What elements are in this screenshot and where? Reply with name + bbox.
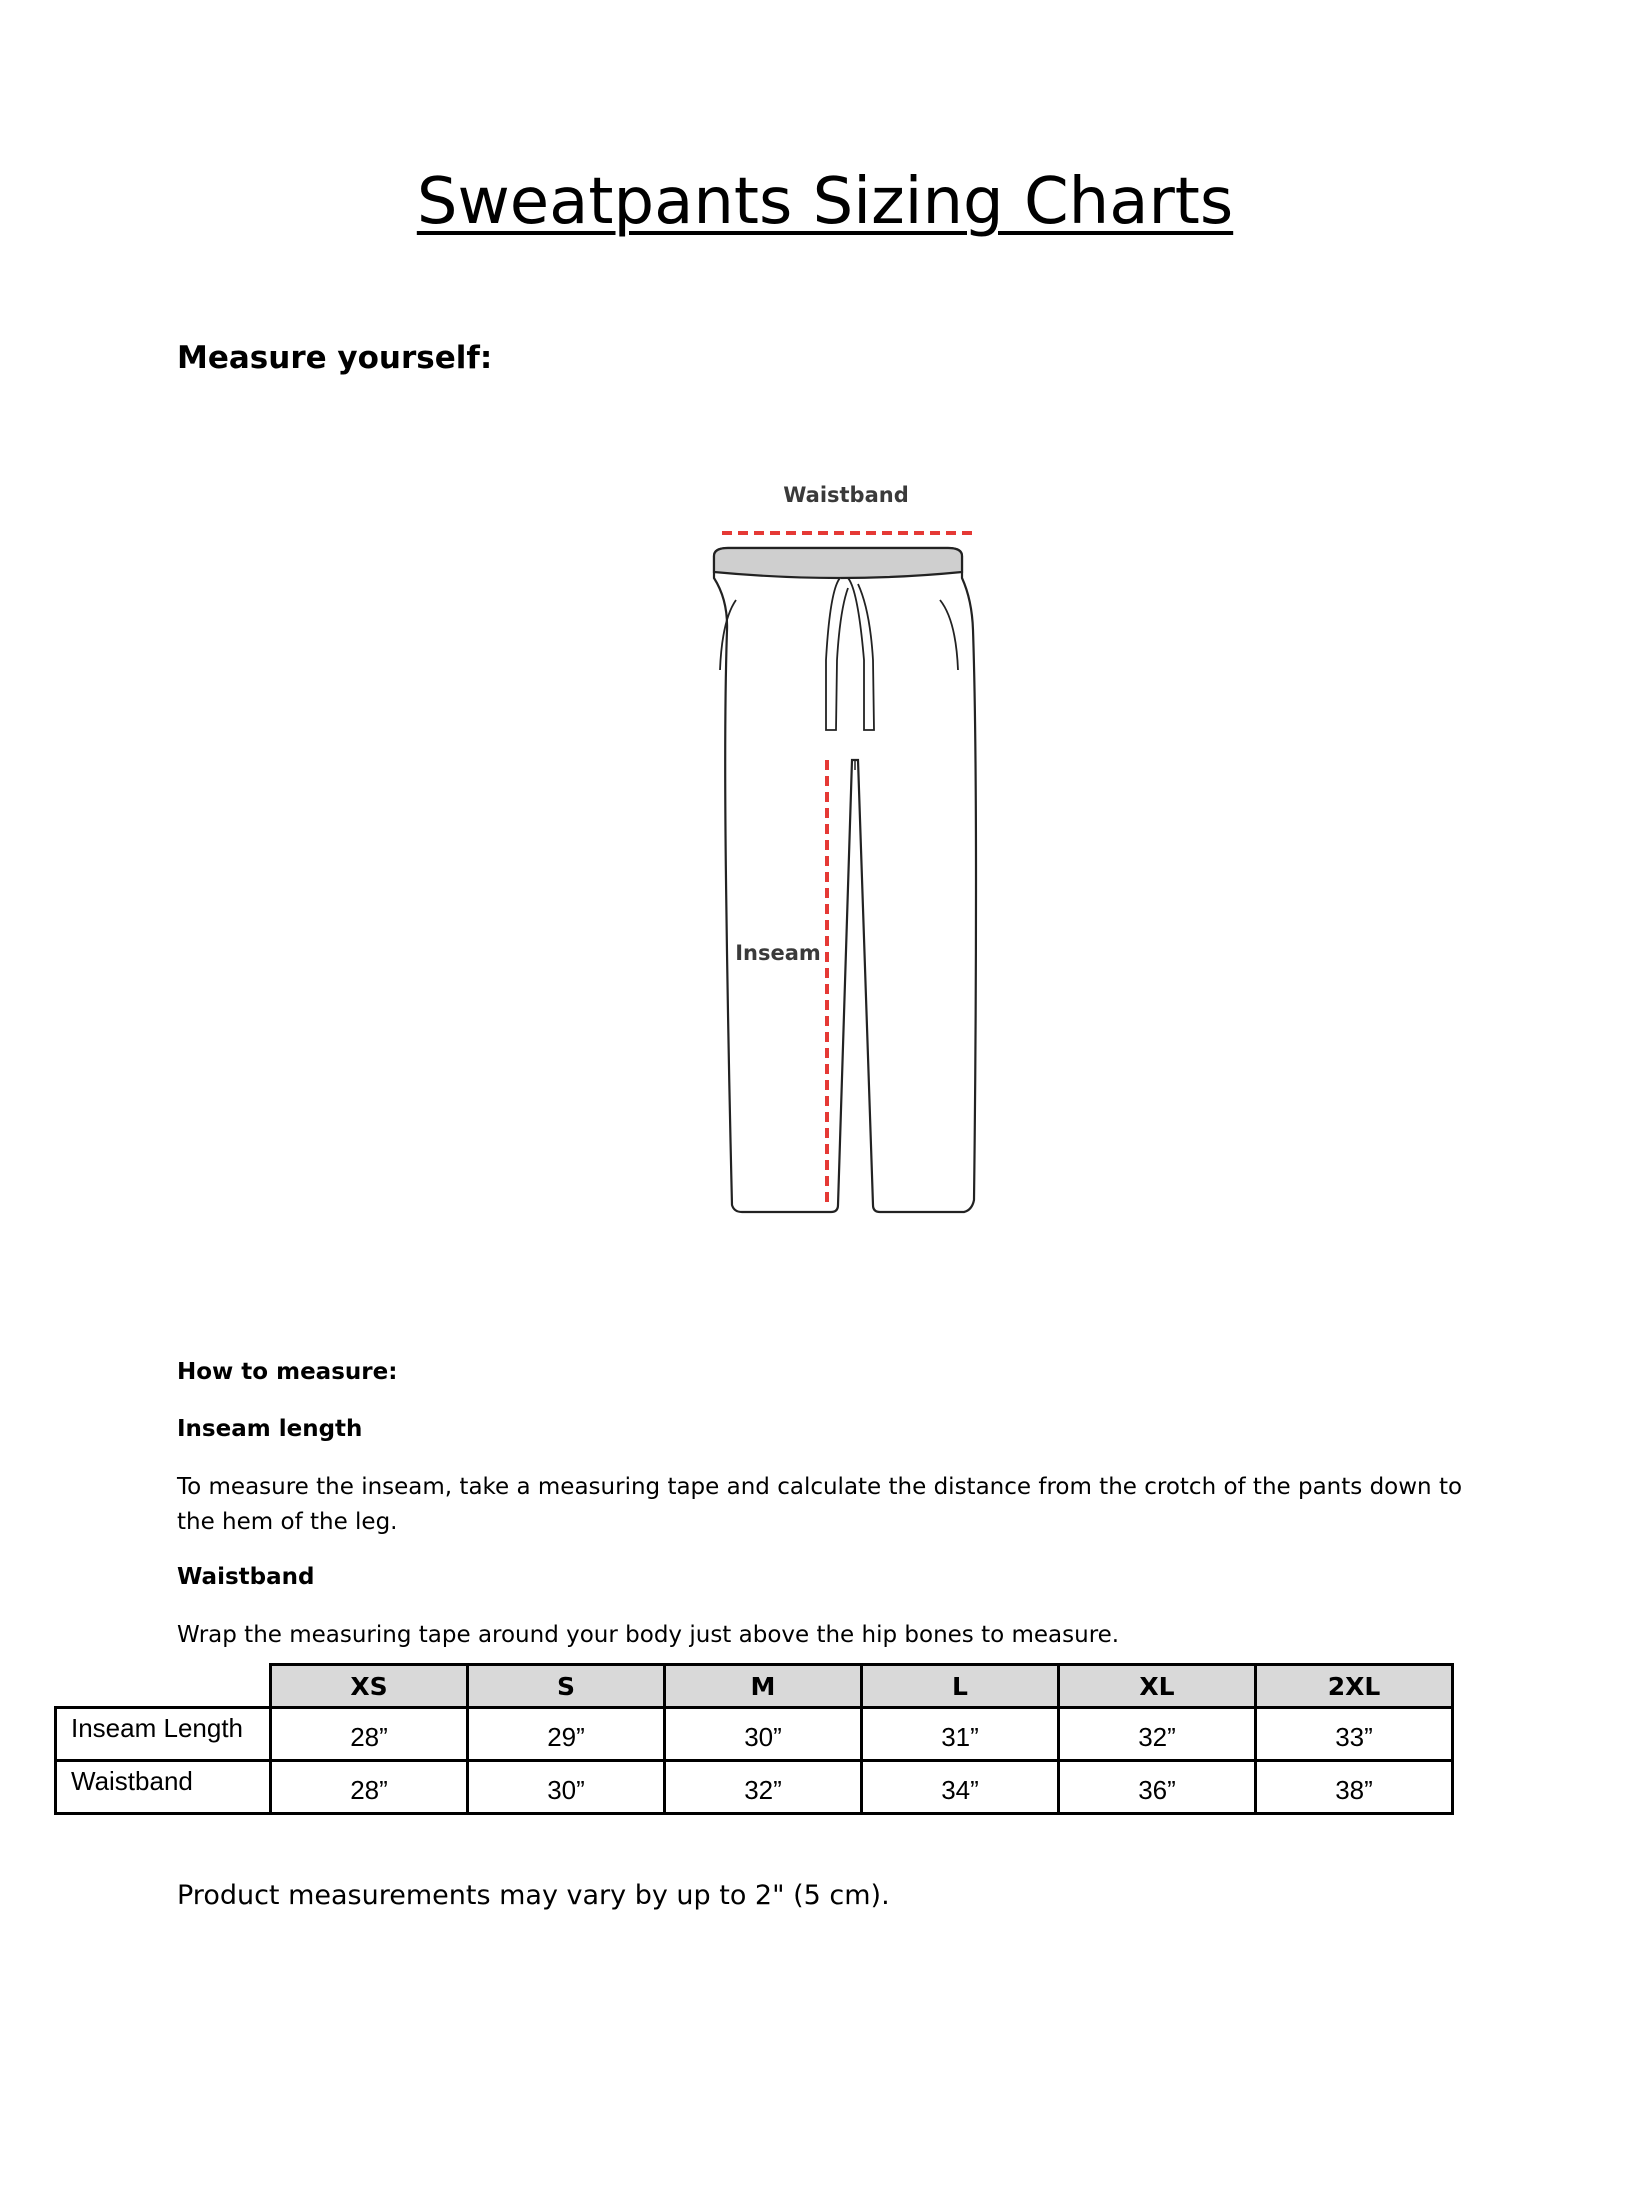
size-table <box>54 1663 1454 1815</box>
table-row-waistband <box>56 1761 1453 1814</box>
size-header-s: S <box>468 1665 665 1708</box>
corner-cell <box>56 1665 271 1708</box>
row-label-waistband: Waistband <box>56 1761 271 1814</box>
inseam-s: 29” <box>468 1708 665 1761</box>
waistband-l: 34” <box>862 1761 1059 1814</box>
inseam-label: Inseam <box>735 941 821 965</box>
waistband-label: Waistband <box>783 483 909 507</box>
waistband-xl: 36” <box>1059 1761 1256 1814</box>
size-header-l: L <box>862 1665 1059 1708</box>
inseam-l: 31” <box>862 1708 1059 1761</box>
waistband-s: 30” <box>468 1761 665 1814</box>
inseam-2xl: 33” <box>1256 1708 1453 1761</box>
waistband-band <box>714 548 962 578</box>
row-label-inseam: Inseam Length <box>56 1708 271 1761</box>
pants-outline <box>714 548 976 1212</box>
table-row-inseam <box>56 1708 1453 1761</box>
inseam-heading: Inseam length <box>177 1416 363 1442</box>
inseam-m: 30” <box>665 1708 862 1761</box>
page-title: Sweatpants Sizing Charts <box>416 165 1234 239</box>
waistband-xs: 28” <box>271 1761 468 1814</box>
size-header-row <box>56 1665 1453 1708</box>
inseam-instructions: To measure the inseam, take a measuring tape and calculate the distance from the crotch of the pants down to the hem of the leg. <box>177 1474 1463 1535</box>
measure-heading: Measure yourself: <box>177 340 493 376</box>
sweatpants-diagram <box>680 460 1000 1220</box>
waistband-heading: Waistband <box>177 1564 315 1590</box>
size-header-xl: XL <box>1059 1665 1256 1708</box>
size-header-2xl: 2XL <box>1256 1665 1453 1708</box>
waistband-m: 32” <box>665 1761 862 1814</box>
size-header-m: M <box>665 1665 862 1708</box>
how-to-heading: How to measure: <box>177 1359 398 1385</box>
measurement-footnote: Product measurements may vary by up to 2" (5 cm). <box>177 1880 890 1911</box>
inseam-xl: 32” <box>1059 1708 1256 1761</box>
waistband-2xl: 38” <box>1256 1761 1453 1814</box>
size-header-xs: XS <box>271 1665 468 1708</box>
inseam-xs: 28” <box>271 1708 468 1761</box>
waistband-instructions: Wrap the measuring tape around your body just above the hip bones to measure. <box>177 1622 1120 1648</box>
